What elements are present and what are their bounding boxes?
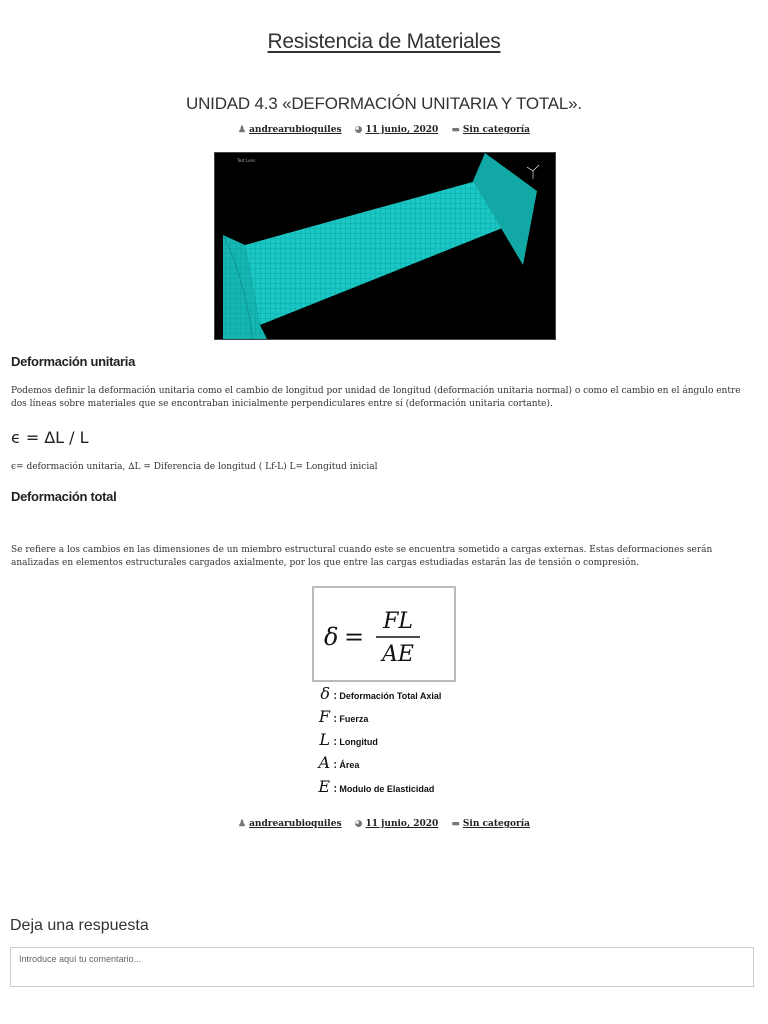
formula-denominator: AE <box>382 642 414 667</box>
date-link[interactable]: 11 junio, 2020 <box>365 819 439 829</box>
reply-title: Deja una respuesta <box>10 917 149 934</box>
site-title-link[interactable]: Resistencia de Materiales <box>267 30 501 53</box>
definition-l: L : Longitud <box>319 730 378 749</box>
formula-equals: = <box>344 623 365 651</box>
heading-deformacion-total: Deformación total <box>11 489 117 504</box>
post-title: UNIDAD 4.3 «DEFORMACIÓN UNITARIA Y TOTAL». <box>186 94 582 113</box>
legend-unitaria: ϵ= deformación unitaria, ∆L = Diferencia de longitud ( Lf-L) L= Longitud inicial <box>11 462 378 472</box>
formula-total <box>314 588 454 680</box>
featured-image <box>214 152 556 340</box>
definition-delta: δ : Deformación Total Axial <box>320 684 442 703</box>
site-title[interactable] <box>0 30 768 54</box>
category-meta[interactable] <box>451 125 530 135</box>
date-meta[interactable] <box>355 125 439 135</box>
date-meta[interactable] <box>355 819 439 829</box>
clock-icon: ◕ <box>354 125 363 135</box>
paragraph-total: Se refiere a los cambios en las dimensiones de un miembro estructural cuando este se encuentra sometido a cargas externas. Estas deformaciones serán analizadas en elementos estructurales cargados axialmente, por los que entre las cargas estudiadas estarán las de tensión o compresión. <box>11 545 713 568</box>
fea-mesh-illustration <box>215 153 555 339</box>
folder-icon: ▬ <box>451 819 460 829</box>
formula-total-box <box>312 586 456 682</box>
author-link[interactable]: andrearubioquiles <box>249 125 342 135</box>
folder-icon: ▬ <box>451 125 460 135</box>
category-meta[interactable] <box>451 819 530 829</box>
category-link[interactable]: Sin categoría <box>462 125 530 135</box>
formula-lhs: δ <box>324 623 339 651</box>
definition-a: A : Área <box>318 753 360 772</box>
author-meta[interactable] <box>238 125 342 135</box>
post-meta-top <box>0 125 768 135</box>
category-link[interactable]: Sin categoría <box>462 819 530 829</box>
image-label: Test Lens <box>237 158 256 163</box>
comment-input[interactable] <box>10 947 754 987</box>
clock-icon: ◕ <box>354 819 363 829</box>
definition-f: F : Fuerza <box>318 707 369 726</box>
definition-e: E : Modulo de Elasticidad <box>318 777 435 796</box>
formula-unitaria: ϵ = ∆L / L <box>11 428 89 447</box>
post-meta-bottom <box>0 819 768 829</box>
author-link[interactable]: andrearubioquiles <box>249 819 342 829</box>
user-icon: ♟ <box>238 125 247 135</box>
formula-numerator: FL <box>383 609 413 634</box>
author-meta[interactable] <box>238 819 342 829</box>
heading-deformacion-unitaria: Deformación unitaria <box>11 354 136 369</box>
date-link[interactable]: 11 junio, 2020 <box>365 125 439 135</box>
paragraph-unitaria: Podemos definir la deformación unitaria como el cambio de longitud por unidad de longitud (deformación unitaria normal) o como el cambio en el ángulo entre dos líneas sobre materiales que se encontraban inicialmente perpendiculares entre sí (deformación unitaria cortante). <box>11 386 741 409</box>
user-icon: ♟ <box>238 819 247 829</box>
formula-definitions <box>312 684 512 799</box>
